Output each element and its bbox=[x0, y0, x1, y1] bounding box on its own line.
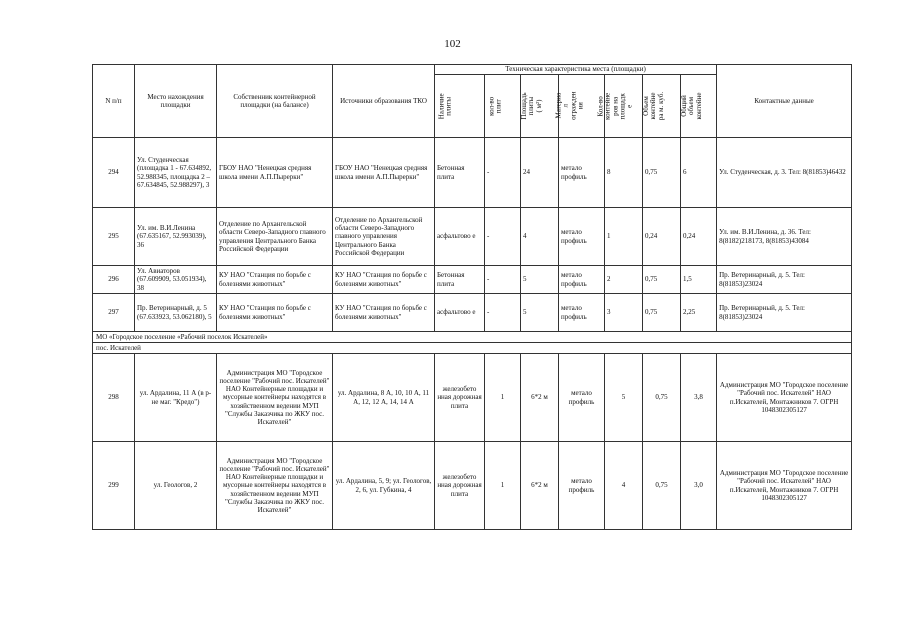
table-row bbox=[93, 208, 852, 266]
row-container-volume: 0,75 bbox=[643, 266, 681, 294]
row-material: метало профиль bbox=[559, 208, 605, 266]
row-plate-count: - bbox=[485, 138, 521, 208]
row-location: ул. Ардалина, 11 А (в р-не маг. "Кредо") bbox=[135, 354, 217, 442]
table-row bbox=[93, 266, 852, 294]
row-contacts: Ул. им. В.И.Ленина, д. 36. Тел: 8(8182)218173, 8(81853)43084 bbox=[717, 208, 852, 266]
row-contacts: Ул. Студенческая, д. 3. Тел: 8(81853)46432 bbox=[717, 138, 852, 208]
row-number: 299 bbox=[93, 442, 135, 530]
row-location: Ул. Авиаторов (67.609909, 53.051934), 38 bbox=[135, 266, 217, 294]
row-material: метало профиль bbox=[559, 294, 605, 332]
row-plate-area: 5 bbox=[521, 266, 559, 294]
row-container-volume: 0,75 bbox=[643, 442, 681, 530]
row-plate-count: - bbox=[485, 266, 521, 294]
row-plate-count: 1 bbox=[485, 354, 521, 442]
row-number: 298 bbox=[93, 354, 135, 442]
row-owner: Отделение по Архангельской области Северо-Западного главного управления Центрального Банка Российской Федерации bbox=[217, 208, 333, 266]
row-plate-area: 24 bbox=[521, 138, 559, 208]
row-plate-count: - bbox=[485, 208, 521, 266]
section-row bbox=[93, 343, 852, 354]
row-plate-area: 6*2 м bbox=[521, 442, 559, 530]
header-total-volume: Общий объем контейне bbox=[681, 75, 717, 138]
row-location: ул. Геологов, 2 bbox=[135, 442, 217, 530]
header-contacts: Контактные данные bbox=[717, 65, 852, 138]
row-plate: асфальтово е bbox=[435, 208, 485, 266]
row-contacts: Пр. Ветеринарный, д. 5. Тел: 8(81853)23024 bbox=[717, 266, 852, 294]
header-container-count: Кол-во контейне ров на площадк е bbox=[605, 75, 643, 138]
row-container-volume: 0,75 bbox=[643, 354, 681, 442]
row-container-count: 2 bbox=[605, 266, 643, 294]
row-container-count: 4 bbox=[605, 442, 643, 530]
row-material: метало профиль bbox=[559, 442, 605, 530]
table-row bbox=[93, 442, 852, 530]
header-plate-area: Площадь плиты ( м²) bbox=[521, 75, 559, 138]
section-settlement: пос. Искателей bbox=[93, 343, 852, 354]
row-plate: асфальтово е bbox=[435, 294, 485, 332]
header-sources: Источники образования ТКО bbox=[333, 65, 435, 138]
row-plate: Бетонная плита bbox=[435, 266, 485, 294]
row-contacts: Администрация МО "Городское поселение "Рабочий пос. Искателей" НАО п.Искателей, Монтажников 7. ОГРН 1048302305127 bbox=[717, 442, 852, 530]
row-plate-area: 4 bbox=[521, 208, 559, 266]
row-material: метало профиль bbox=[559, 138, 605, 208]
row-sources: КУ НАО "Станция по борьбе с болезнями животных" bbox=[333, 294, 435, 332]
row-location: Пр. Ветеринарный, д. 5 (67.633923, 53.062180), 5 bbox=[135, 294, 217, 332]
row-owner: Администрация МО "Городское поселение "Рабочий пос. Искателей" НАО Контейнерные площадки и мусорные контейнеры находятся в хозяйственном ведении МУП "Службы Заказчика по ЖКУ пос. Искателей" bbox=[217, 354, 333, 442]
row-plate-count: - bbox=[485, 294, 521, 332]
row-number: 297 bbox=[93, 294, 135, 332]
row-container-volume: 0,24 bbox=[643, 208, 681, 266]
header-owner: Собственник контейнерной площадки (на балансе) bbox=[217, 65, 333, 138]
header-fence-material: Материа л огражден ия bbox=[559, 75, 605, 138]
row-sources: ул. Ардалина, 8 А, 10, 10 А, 11 А, 12, 12 А, 14, 14 А bbox=[333, 354, 435, 442]
row-location: Ул. Студенческая (площадка 1 - 67.634892, 52.988345, площадка 2 – 67.634845, 52.988297), 3 bbox=[135, 138, 217, 208]
row-total-volume: 3,0 bbox=[681, 442, 717, 530]
row-location: Ул. им. В.И.Ленина (67.635167, 52.993039), 36 bbox=[135, 208, 217, 266]
row-plate-area: 5 bbox=[521, 294, 559, 332]
header-plate-count: кол-во плит bbox=[485, 75, 521, 138]
header-tech: Техническая характеристика места (площадки) bbox=[435, 65, 717, 75]
row-number: 295 bbox=[93, 208, 135, 266]
row-total-volume: 2,25 bbox=[681, 294, 717, 332]
row-container-volume: 0,75 bbox=[643, 294, 681, 332]
row-sources: ул. Ардалина, 5, 9; ул. Геологов, 2, 6, ул. Губкина, 4 bbox=[333, 442, 435, 530]
row-number: 296 bbox=[93, 266, 135, 294]
header-plate: Наличие плиты bbox=[435, 75, 485, 138]
row-contacts: Пр. Ветеринарный, д. 5. Тел: 8(81853)23024 bbox=[717, 294, 852, 332]
container-sites-table bbox=[92, 64, 852, 530]
row-owner: КУ НАО "Станция по борьбе с болезнями животных" bbox=[217, 266, 333, 294]
row-container-count: 8 bbox=[605, 138, 643, 208]
header-container-volume: Объем контейне ра м. куб. bbox=[643, 75, 681, 138]
row-plate: Бетонная плита bbox=[435, 138, 485, 208]
row-owner: ГБОУ НАО "Ненецкая средняя школа имени А.П.Пырерки" bbox=[217, 138, 333, 208]
row-owner: Администрация МО "Городское поселение "Рабочий пос. Искателей" НАО Контейнерные площадки и мусорные контейнеры находятся в хозяйственном ведении МУП "Службы Заказчика по ЖКУ пос. Искателей" bbox=[217, 442, 333, 530]
table-row bbox=[93, 294, 852, 332]
row-container-count: 3 bbox=[605, 294, 643, 332]
row-sources: КУ НАО "Станция по борьбе с болезнями животных" bbox=[333, 266, 435, 294]
row-plate-count: 1 bbox=[485, 442, 521, 530]
table-row bbox=[93, 138, 852, 208]
row-container-volume: 0,75 bbox=[643, 138, 681, 208]
row-material: метало профиль bbox=[559, 354, 605, 442]
row-owner: КУ НАО "Станция по борьбе с болезнями животных" bbox=[217, 294, 333, 332]
row-material: метало профиль bbox=[559, 266, 605, 294]
row-plate: железобето нная дорожная плита bbox=[435, 442, 485, 530]
row-total-volume: 1,5 bbox=[681, 266, 717, 294]
row-container-count: 5 bbox=[605, 354, 643, 442]
section-municipality: МО «Городское поселение «Рабочий поселок Искателей» bbox=[93, 332, 852, 343]
row-total-volume: 3,8 bbox=[681, 354, 717, 442]
row-total-volume: 6 bbox=[681, 138, 717, 208]
row-number: 294 bbox=[93, 138, 135, 208]
row-sources: Отделение по Архангельской области Северо-Западного главного управления Центрального Банка Российской Федерации bbox=[333, 208, 435, 266]
row-total-volume: 0,24 bbox=[681, 208, 717, 266]
header-location: Место нахождения площадки bbox=[135, 65, 217, 138]
section-row bbox=[93, 332, 852, 343]
table-row bbox=[93, 354, 852, 442]
header-num: N п/п bbox=[93, 65, 135, 138]
row-plate-area: 6*2 м bbox=[521, 354, 559, 442]
row-plate: железобето нная дорожная плита bbox=[435, 354, 485, 442]
row-contacts: Администрация МО "Городское поселение "Рабочий пос. Искателей" НАО п.Искателей, Монтажников 7. ОГРН 1048302305127 bbox=[717, 354, 852, 442]
page-number: 102 bbox=[444, 38, 461, 50]
row-sources: ГБОУ НАО "Ненецкая средняя школа имени А.П.Пырерки" bbox=[333, 138, 435, 208]
row-container-count: 1 bbox=[605, 208, 643, 266]
